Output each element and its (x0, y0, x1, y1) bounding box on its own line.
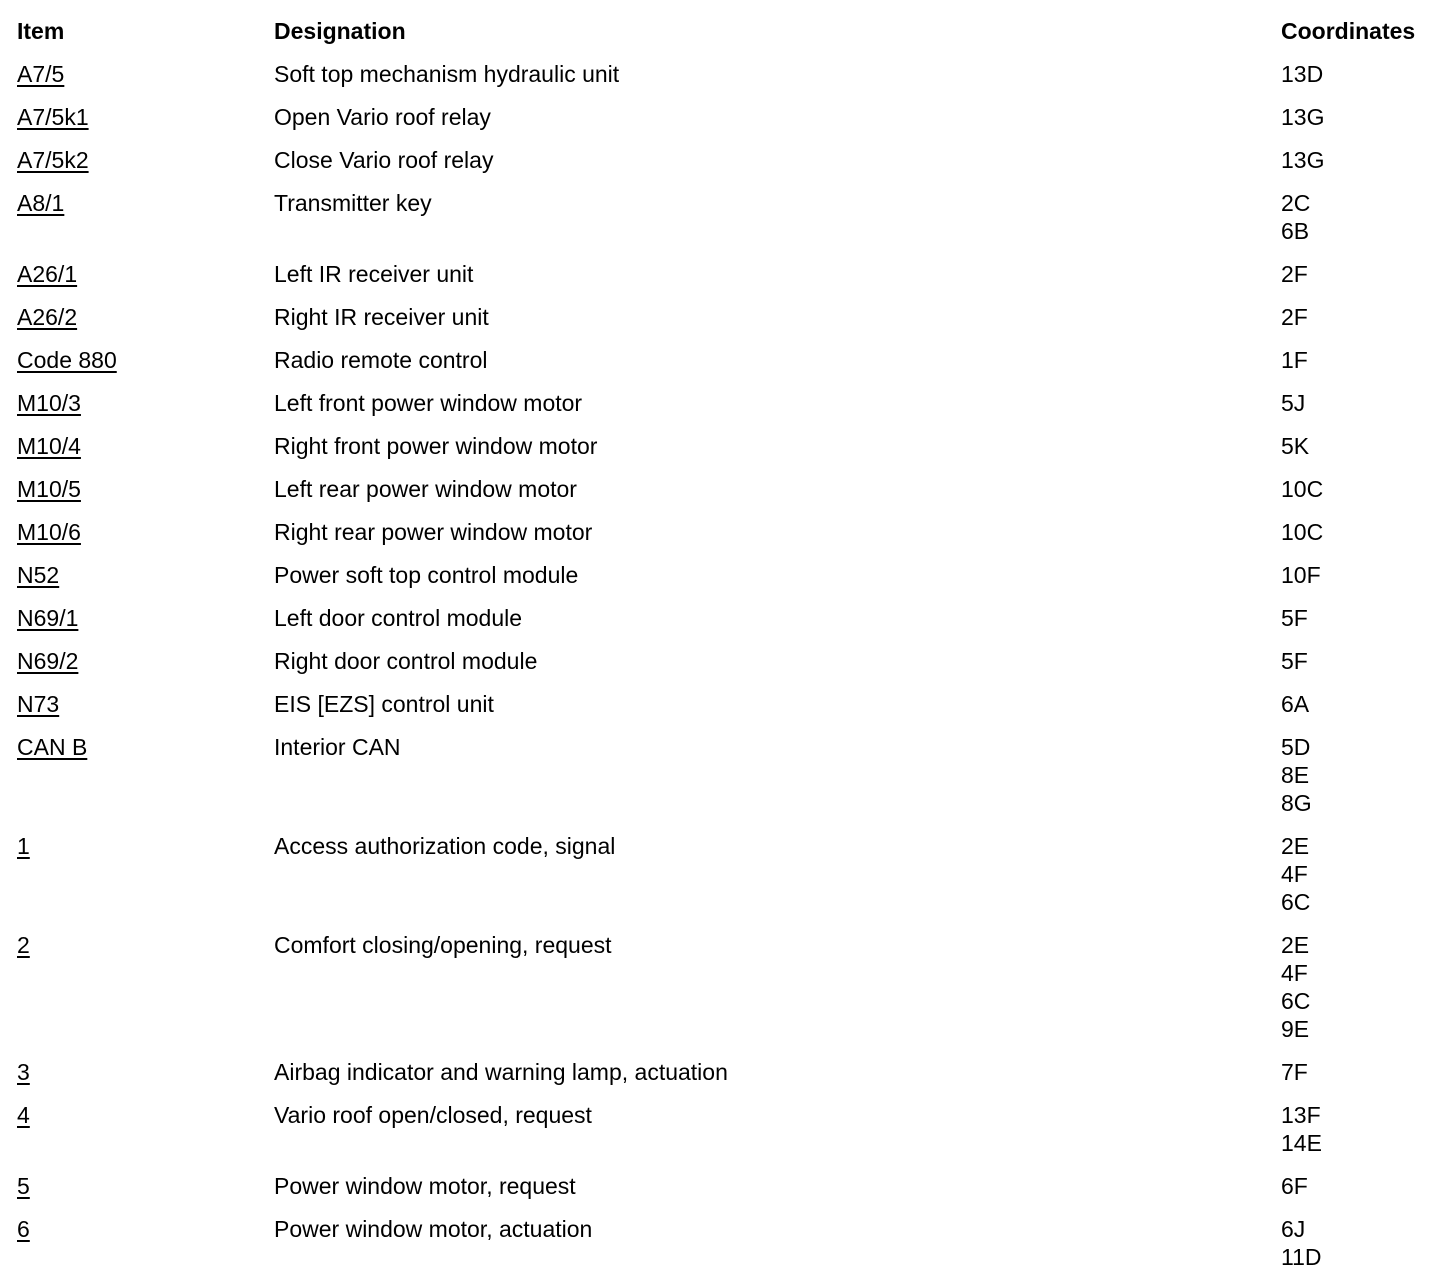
coordinate-value: 11D (1281, 1244, 1322, 1270)
coordinate-value: 8G (1281, 790, 1312, 816)
item-cell (17, 103, 89, 131)
item-cell (17, 389, 81, 417)
table-row (0, 131, 1456, 174)
table-row (0, 1157, 1456, 1200)
designation-cell: Left front power window motor (274, 390, 583, 416)
item-link[interactable]: 5 (17, 1173, 30, 1199)
coordinates-cell (1281, 931, 1456, 1043)
item-cell (17, 260, 77, 288)
item-cell (17, 832, 30, 860)
item-link[interactable]: 1 (17, 833, 30, 859)
item-link[interactable]: M10/3 (17, 390, 81, 416)
designation-cell: Access authorization code, signal (274, 833, 616, 859)
item-link[interactable]: 4 (17, 1102, 30, 1128)
table-row (0, 374, 1456, 417)
item-cell (17, 189, 64, 217)
coordinate-value: 13G (1281, 104, 1325, 130)
coordinate-value: 13F (1281, 1102, 1321, 1128)
table-row (0, 589, 1456, 632)
designation-cell: Right front power window motor (274, 433, 598, 459)
item-link[interactable]: M10/5 (17, 476, 81, 502)
header-designation: Designation (274, 18, 406, 44)
item-link[interactable]: N73 (17, 691, 60, 717)
designation-cell: Airbag indicator and warning lamp, actuation (274, 1059, 728, 1085)
coordinate-value: 13D (1281, 61, 1324, 87)
item-cell (17, 561, 59, 589)
designation-cell: Power window motor, request (274, 1173, 576, 1199)
table-row (0, 417, 1456, 460)
designation-cell: Comfort closing/opening, request (274, 932, 612, 958)
table-row (0, 817, 1456, 916)
header-coordinates-cell (1281, 17, 1456, 45)
table-row (0, 288, 1456, 331)
header-item: Item (17, 18, 65, 44)
coordinate-value: 1F (1281, 347, 1308, 373)
designation-cell: Open Vario roof relay (274, 104, 491, 130)
designation-cell: Left rear power window motor (274, 476, 577, 502)
coordinates-cell (1281, 432, 1456, 460)
coordinate-value: 2C (1281, 190, 1311, 216)
coordinates-cell (1281, 60, 1456, 88)
table-row (0, 1043, 1456, 1086)
item-link[interactable]: A26/1 (17, 261, 78, 287)
item-link[interactable]: M10/6 (17, 519, 81, 545)
coordinates-cell (1281, 832, 1456, 916)
coordinates-cell (1281, 1101, 1456, 1157)
coordinate-value: 2F (1281, 304, 1308, 330)
coordinates-cell (1281, 733, 1456, 817)
coordinate-value: 5F (1281, 648, 1308, 674)
item-cell (17, 1172, 30, 1200)
item-link[interactable]: Code 880 (17, 347, 117, 373)
coordinate-value: 10C (1281, 476, 1324, 502)
coordinate-value: 4F (1281, 960, 1308, 986)
designation-cell: Right IR receiver unit (274, 304, 489, 330)
coordinate-value: 6A (1281, 691, 1310, 717)
coordinate-value: 8E (1281, 762, 1310, 788)
header-coordinates: Coordinates (1281, 18, 1416, 44)
coordinate-value: 14E (1281, 1130, 1322, 1156)
table-row (0, 88, 1456, 131)
coordinate-value: 5K (1281, 433, 1310, 459)
coordinates-cell (1281, 189, 1456, 245)
coordinate-value: 6F (1281, 1173, 1308, 1199)
coordinate-value: 5D (1281, 734, 1311, 760)
table-row (0, 174, 1456, 245)
item-cell (17, 690, 59, 718)
coordinate-value: 10C (1281, 519, 1324, 545)
coordinate-value: 2F (1281, 261, 1308, 287)
designation-cell: Right door control module (274, 648, 538, 674)
item-cell (17, 1215, 30, 1243)
coordinates-cell (1281, 389, 1456, 417)
coordinate-value: 13G (1281, 147, 1325, 173)
coordinates-cell (1281, 1172, 1456, 1200)
coordinate-value: 9E (1281, 1016, 1310, 1042)
coordinate-value: 4F (1281, 861, 1308, 887)
coordinates-cell (1281, 604, 1456, 632)
item-cell (17, 1101, 30, 1129)
coordinate-value: 6B (1281, 218, 1310, 244)
item-cell (17, 475, 81, 503)
table-row (0, 675, 1456, 718)
designation-cell: Right rear power window motor (274, 519, 593, 545)
item-link[interactable]: CAN B (17, 734, 88, 760)
coordinate-value: 2E (1281, 833, 1310, 859)
coordinate-value: 6C (1281, 988, 1311, 1014)
coordinates-cell (1281, 1058, 1456, 1086)
coordinates-cell (1281, 103, 1456, 131)
item-cell (17, 931, 30, 959)
coordinates-cell (1281, 561, 1456, 589)
designation-cell: Vario roof open/closed, request (274, 1102, 592, 1128)
coordinates-cell (1281, 303, 1456, 331)
coordinates-cell (1281, 1215, 1456, 1271)
table-header (0, 0, 1456, 45)
table-row (0, 503, 1456, 546)
item-cell (17, 346, 117, 374)
coordinate-value: 2E (1281, 932, 1310, 958)
item-cell (17, 303, 77, 331)
table-body (0, 45, 1456, 1271)
item-cell (17, 1058, 30, 1086)
coordinates-cell (1281, 146, 1456, 174)
item-link[interactable]: A7/5 (17, 61, 65, 87)
designation-cell: Transmitter key (274, 190, 432, 216)
item-link[interactable]: 6 (17, 1216, 30, 1242)
coordinates-cell (1281, 690, 1456, 718)
designation-cell: Left door control module (274, 605, 523, 631)
table-row (0, 718, 1456, 817)
coordinates-cell (1281, 260, 1456, 288)
item-cell (17, 432, 81, 460)
table-row (0, 460, 1456, 503)
item-cell (17, 647, 78, 675)
table-row (0, 331, 1456, 374)
item-cell (17, 518, 81, 546)
item-link[interactable]: N52 (17, 562, 60, 588)
designation-cell: Left IR receiver unit (274, 261, 474, 287)
item-link[interactable]: A8/1 (17, 190, 65, 216)
designation-cell: Interior CAN (274, 734, 401, 760)
table-row (0, 546, 1456, 589)
coordinate-value: 6J (1281, 1216, 1306, 1242)
coordinate-value: 5J (1281, 390, 1306, 416)
item-cell (17, 146, 89, 174)
coordinate-value: 6C (1281, 889, 1311, 915)
coordinates-cell (1281, 346, 1456, 374)
item-link[interactable]: A7/5k2 (17, 147, 89, 173)
item-link[interactable]: M10/4 (17, 433, 81, 459)
table-row (0, 45, 1456, 88)
item-link[interactable]: A7/5k1 (17, 104, 89, 130)
designation-cell: Close Vario roof relay (274, 147, 494, 173)
coordinate-value: 7F (1281, 1059, 1308, 1085)
designation-cell: EIS [EZS] control unit (274, 691, 494, 717)
coordinates-cell (1281, 475, 1456, 503)
designation-cell: Power window motor, actuation (274, 1216, 593, 1242)
coordinate-value: 10F (1281, 562, 1321, 588)
item-link[interactable]: N69/2 (17, 648, 79, 674)
designation-cell: Power soft top control module (274, 562, 579, 588)
item-cell (17, 60, 64, 88)
item-cell (17, 604, 78, 632)
item-cell (17, 733, 87, 761)
table-row (0, 916, 1456, 1043)
table-row (0, 1200, 1456, 1271)
designation-cell: Radio remote control (274, 347, 488, 373)
item-link[interactable]: 2 (17, 932, 30, 958)
table-row (0, 632, 1456, 675)
table-row (0, 1086, 1456, 1157)
coordinate-value: 5F (1281, 605, 1308, 631)
item-link[interactable]: N69/1 (17, 605, 79, 631)
table-row (0, 245, 1456, 288)
coordinates-cell (1281, 647, 1456, 675)
coordinates-cell (1281, 518, 1456, 546)
item-link[interactable]: 3 (17, 1059, 30, 1085)
designation-cell: Soft top mechanism hydraulic unit (274, 61, 620, 87)
item-link[interactable]: A26/2 (17, 304, 78, 330)
